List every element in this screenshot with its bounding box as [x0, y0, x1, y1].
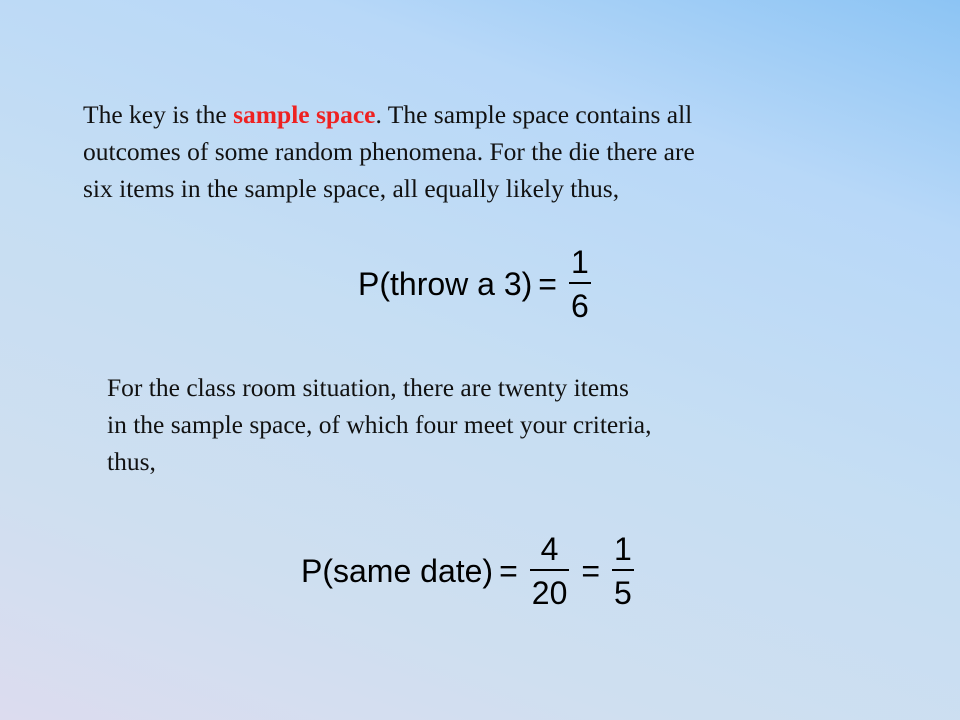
fraction: [530, 531, 570, 611]
paragraph-line: thus,: [107, 447, 156, 476]
line-text: The key is the: [83, 100, 234, 129]
classroom-paragraph: [107, 369, 652, 480]
fraction-numerator: 1: [570, 244, 589, 280]
equation-lhs: P(same date): [301, 552, 494, 589]
fraction-numerator: 4: [540, 531, 559, 567]
fraction-bar: [530, 569, 570, 571]
fraction: [569, 244, 591, 324]
paragraph-line: For the class room situation, there are twenty items: [107, 373, 629, 402]
equation-lhs: P(throw a 3): [358, 265, 533, 302]
equals-sign: =: [538, 265, 557, 302]
fraction-numerator: 1: [614, 531, 632, 567]
fraction-denominator: 20: [531, 575, 568, 611]
fraction-denominator: 5: [614, 575, 632, 611]
equals-sign: =: [581, 552, 601, 589]
fraction: [612, 531, 634, 611]
paragraph-line: outcomes of some random phenomena. For the die there are: [83, 137, 695, 166]
fraction-bar: [569, 282, 591, 284]
equals-sign: =: [499, 552, 518, 589]
same-date-probability-equation: [301, 531, 640, 611]
paragraph-line: [83, 96, 695, 133]
fraction-bar: [612, 569, 634, 571]
sample-space-term: sample space: [233, 100, 376, 129]
paragraph-line: six items in the sample space, all equally likely thus,: [83, 174, 620, 203]
sample-space-paragraph: [83, 96, 695, 207]
fraction-denominator: 6: [570, 288, 589, 324]
die-probability-equation: [358, 244, 597, 324]
paragraph-line: in the sample space, of which four meet your criteria,: [107, 410, 652, 439]
line-text: . The sample space contains all: [375, 100, 693, 129]
